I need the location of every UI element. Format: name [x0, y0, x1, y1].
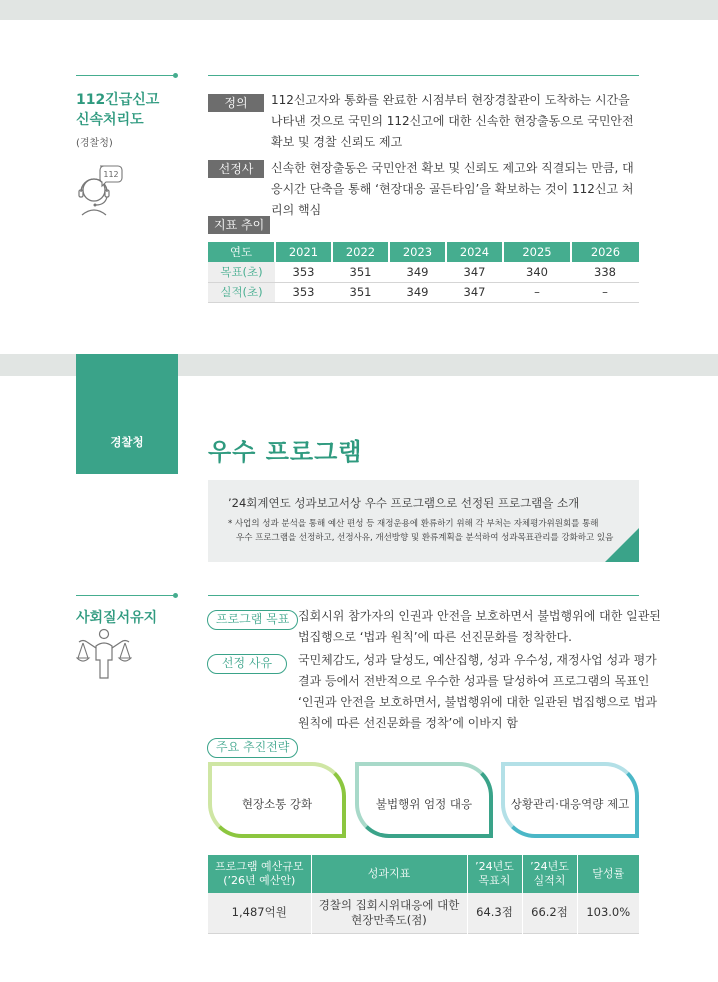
header-indicator: 성과지표	[311, 855, 467, 893]
trend-label: 지표 추이	[208, 216, 270, 234]
header-budget	[208, 855, 311, 893]
strategy-card-2	[355, 762, 493, 838]
reason-label: 선정 사유	[207, 654, 287, 674]
trend-row-target-label: 목표(초)	[208, 262, 275, 282]
trend-cell: 349	[389, 262, 446, 282]
cell-indicator-line1: 경찰의 집회시위대응에 대한	[318, 897, 460, 912]
header-target-line2: 목표치	[478, 874, 511, 887]
trend-header-2022: 2022	[332, 242, 389, 262]
definition-text: 112신고자와 통화를 완료한 시점부터 현장경찰관이 도착하는 시간을 나타낸 것으로 국민의 112신고에 대한 신속한 현장출동으로 국민안전 확보 및 경찰 신뢰도 제고	[271, 93, 634, 149]
trend-header-2026: 2026	[571, 242, 639, 262]
icon-badge-text: 112	[103, 170, 119, 179]
agency-tab-label: 경찰청	[110, 435, 144, 449]
trend-cell: 347	[446, 282, 503, 302]
trend-header-2021: 2021	[275, 242, 332, 262]
header-rate: 달성률	[577, 855, 639, 893]
trend-cell: 340	[503, 262, 571, 282]
trend-label-wrap	[208, 214, 270, 234]
strategy-label: 주요 추진전략	[207, 738, 298, 758]
trend-cell: 338	[571, 262, 639, 282]
selection-label: 선정사유	[208, 160, 264, 178]
header-budget-line1: 프로그램 예산규모	[214, 860, 304, 873]
cell-budget: 1,487억원	[208, 893, 311, 933]
reason-line-2: 결과 등에서 전반적으로 우수한 성과를 달성하여 프로그램의 목표인	[298, 674, 650, 688]
section3-left-rule-dot	[173, 593, 178, 598]
table-row	[208, 893, 639, 933]
trend-header-year: 연도	[208, 242, 275, 262]
strategy-label-wrap	[207, 736, 298, 758]
intro-main: ’24회계연도 성과보고서상 우수 프로그램으로 선정된 프로그램을 소개	[228, 496, 580, 510]
header-target	[467, 855, 522, 893]
definition-label: 정의	[208, 94, 264, 112]
indicator-agency: (경찰청)	[76, 138, 113, 149]
trend-cell: 353	[275, 282, 332, 302]
section1-left-rule-dot	[173, 73, 178, 78]
intro-note-2: 우수 프로그램을 선정하고, 선정사유, 개선방향 및 환류계획을 분석하여 성과목표관리를 강화하고 있음	[236, 533, 614, 543]
section-heading: 우수 프로그램	[208, 438, 363, 466]
header-actual-line2: 실적치	[533, 874, 566, 887]
cell-actual: 66.2점	[522, 893, 577, 933]
trend-row-actual-label: 실적(초)	[208, 282, 275, 302]
strategy-2-label: 불법행위 엄정 대응	[375, 797, 473, 811]
strategy-3-label: 상황관리·대응역량 제고	[510, 797, 630, 811]
selection-text: 신속한 현장출동은 국민안전 확보 및 신뢰도 제고와 직결되는 만큼, 대응시간 단축을 통해 ‘현장대응 골든타임’을 확보하는 것이 112신고 처리의 핵심	[271, 161, 634, 217]
section1-left-rule	[76, 75, 176, 76]
trend-cell: 351	[332, 262, 389, 282]
headset-person-icon	[74, 160, 124, 216]
selection-label-wrap	[208, 160, 264, 195]
cell-rate: 103.0%	[577, 893, 639, 933]
scales-of-justice-icon	[76, 628, 132, 682]
trend-cell: –	[503, 282, 571, 302]
reason-line-1: 국민체감도, 성과 달성도, 예산집행, 성과 우수성, 재정사업 성과 평가	[298, 653, 657, 667]
header-budget-line2: (’26년 예산안)	[223, 874, 296, 887]
top-band	[0, 0, 718, 20]
header-actual-line1: ’24년도	[530, 860, 569, 873]
trend-cell: 349	[389, 282, 446, 302]
section1-right-rule	[208, 75, 639, 76]
reason-label-wrap	[207, 652, 287, 674]
performance-table	[208, 855, 639, 934]
trend-cell: 347	[446, 262, 503, 282]
definition-label-wrap	[208, 92, 264, 112]
cell-target: 64.3점	[467, 893, 522, 933]
program-title: 사회질서유지	[76, 610, 158, 626]
performance-table-header	[208, 855, 639, 893]
trend-cell: 353	[275, 262, 332, 282]
header-target-line1: ’24년도	[475, 860, 514, 873]
table-row	[208, 282, 639, 302]
cell-indicator-line2: 현장만족도(점)	[351, 912, 427, 927]
header-actual	[522, 855, 577, 893]
reason-line-3: ‘인권과 안전을 보호하면서, 불법행위에 대한 일관된 법집행으로 법과	[298, 695, 657, 709]
goal-text-line1: 집회시위 참가자의 인권과 안전을 보호하면서 불법행위에 대한 일관된	[298, 609, 661, 623]
goal-text	[298, 606, 661, 648]
strategy-card-3	[501, 762, 639, 838]
goal-label: 프로그램 목표	[207, 610, 298, 630]
cell-indicator	[311, 893, 467, 933]
agency-tab	[76, 354, 178, 474]
indicator-title-line1: 112긴급신고	[76, 92, 160, 108]
trend-table	[208, 242, 639, 303]
intro-corner-accent	[605, 528, 639, 562]
strategy-1-label: 현장소통 강화	[241, 797, 313, 811]
trend-header-2025: 2025	[503, 242, 571, 262]
intro-box	[208, 480, 639, 562]
trend-header-2023: 2023	[389, 242, 446, 262]
reason-line-4: 원칙에 따른 선진문화를 정착’에 이바지 함	[298, 716, 518, 730]
trend-header-2024: 2024	[446, 242, 503, 262]
trend-cell: –	[571, 282, 639, 302]
goal-label-wrap	[207, 608, 298, 630]
strategy-card-1	[208, 762, 346, 838]
goal-text-line2: 법집행으로 ‘법과 원칙’에 따른 선진문화를 정착한다.	[298, 630, 572, 644]
table-row	[208, 262, 639, 282]
indicator-title-line2: 신속처리도	[76, 112, 144, 128]
trend-table-header	[208, 242, 639, 262]
indicator-title	[76, 90, 159, 130]
trend-cell: 351	[332, 282, 389, 302]
reason-text	[298, 650, 657, 734]
intro-note-1: * 사업의 성과 분석을 통해 예산 편성 등 재정운용에 환류하기 위해 각 부처는 자체평가위원회를 통해	[228, 519, 599, 529]
section3-left-rule	[76, 595, 176, 596]
section3-right-rule	[208, 595, 639, 596]
